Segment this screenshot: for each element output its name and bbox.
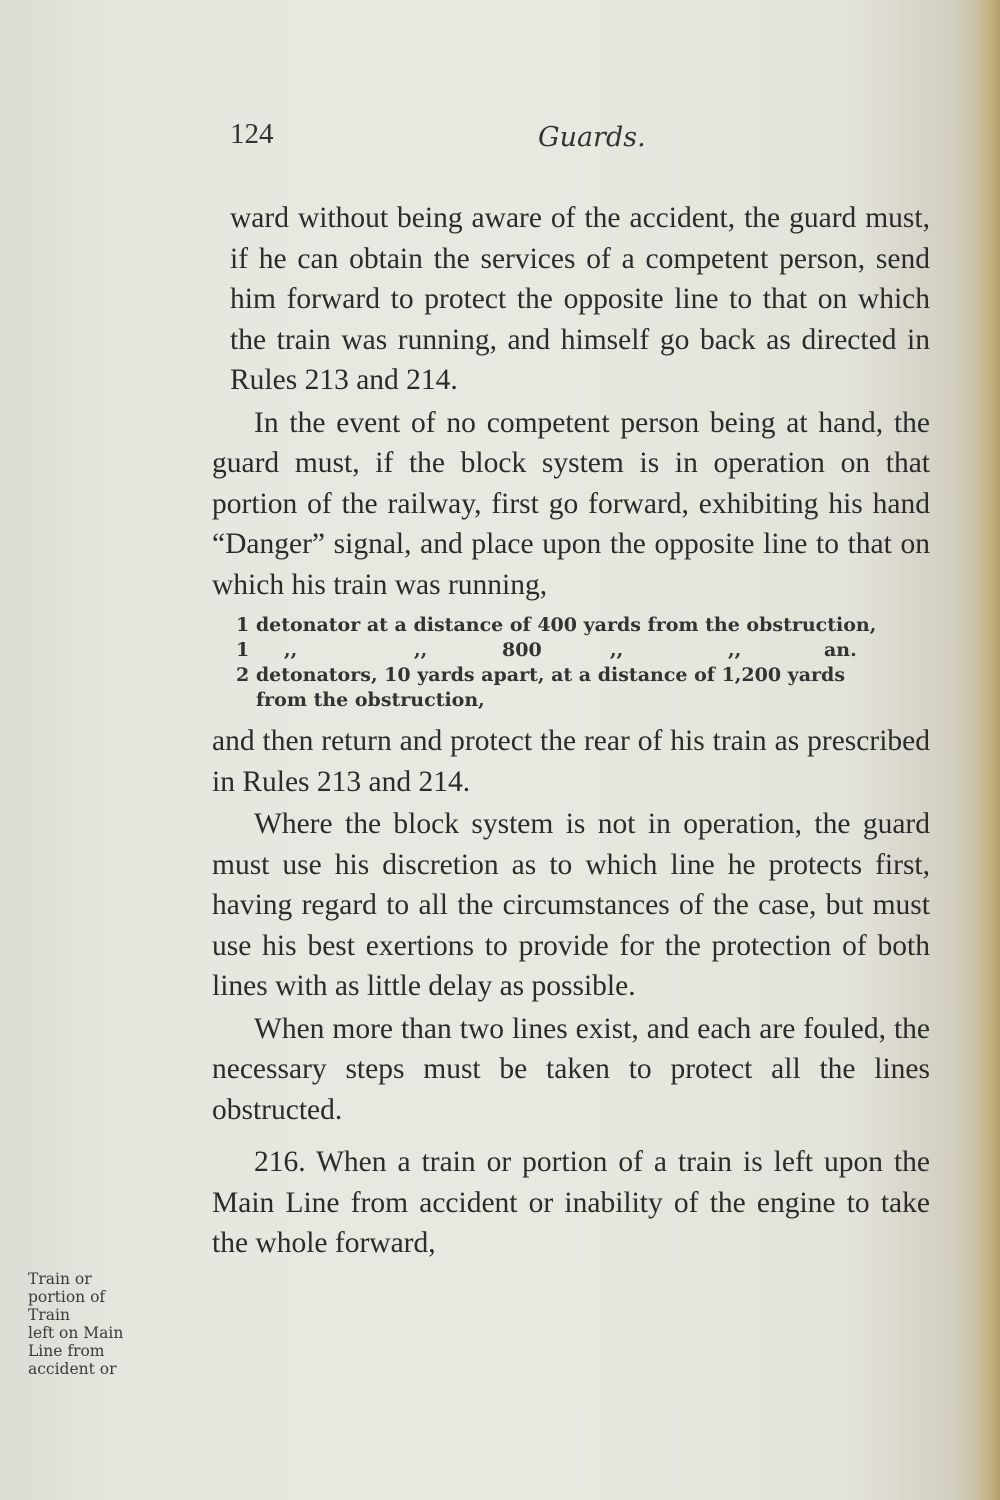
margin-note bbox=[28, 1270, 178, 1378]
ditto-mark: ,, bbox=[284, 639, 298, 661]
detonator-list bbox=[236, 613, 930, 713]
margin-note-line: portion of bbox=[28, 1288, 106, 1306]
ditto-mark: ,, bbox=[610, 639, 624, 661]
paragraph-block-system-not-in-operation: Where the block system is not in operation, the guard must use his discretion as to which line he protects first, having regard to all the circumstances of the case, but must use his best exertions to provide for the protection of both lines with as little delay as possible. bbox=[212, 808, 930, 1002]
margin-note-line: left on Main bbox=[28, 1324, 124, 1342]
margin-note-line: accident or bbox=[28, 1360, 117, 1378]
paragraph-no-competent-person: In the event of no competent person being at hand, the guard must, if the block system is in operation on that portion of the railway, first go forward, exhibiting his hand “Danger” signal, and place upon the opposite line to that on which his train was running, bbox=[212, 406, 930, 601]
ditto-mark: ,, bbox=[728, 639, 742, 661]
margin-note-line: Train or bbox=[28, 1270, 92, 1288]
running-title: Guards. bbox=[538, 122, 646, 153]
paragraph-more-than-two-lines: When more than two lines exist, and each are fouled, the necessary steps must be taken to protect all the lines obstructed. bbox=[212, 1012, 930, 1126]
margin-note-line: Train bbox=[28, 1306, 70, 1324]
paragraph-return-protect-rear: and then return and protect the rear of his train as prescribed in Rules 213 and 214. bbox=[212, 725, 930, 798]
detonator-line-end: an. bbox=[824, 639, 857, 661]
detonator-distance: 800 bbox=[502, 639, 542, 661]
detonator-line-1: 1 detonator at a distance of 400 yards from the obstruction, bbox=[236, 614, 877, 636]
page-number: 124 bbox=[230, 118, 274, 150]
detonator-line-4: from the obstruction, bbox=[256, 689, 485, 711]
detonator-line-3: 2 detonators, 10 yards apart, at a distance of 1,200 yards bbox=[236, 664, 846, 686]
body-text bbox=[212, 198, 930, 1264]
paragraph-continuation: ward without being aware of the accident, the guard must, if he can obtain the services of a competent person, send him forward to protect the opposite line to that on which the train was running, and himself go back as directed in Rules 213 and 214. bbox=[230, 202, 930, 396]
page-header bbox=[230, 118, 930, 162]
page-edge-shading bbox=[972, 0, 1000, 1500]
detonator-line-2 bbox=[236, 638, 930, 663]
paragraph-rule-216: 216. When a train or portion of a train is left upon the Main Line from accident or inability of the engine to take the whole forward, bbox=[212, 1146, 930, 1259]
detonator-count: 1 bbox=[236, 639, 250, 661]
ditto-mark: ,, bbox=[414, 639, 428, 661]
margin-note-line: Line from bbox=[28, 1342, 105, 1360]
